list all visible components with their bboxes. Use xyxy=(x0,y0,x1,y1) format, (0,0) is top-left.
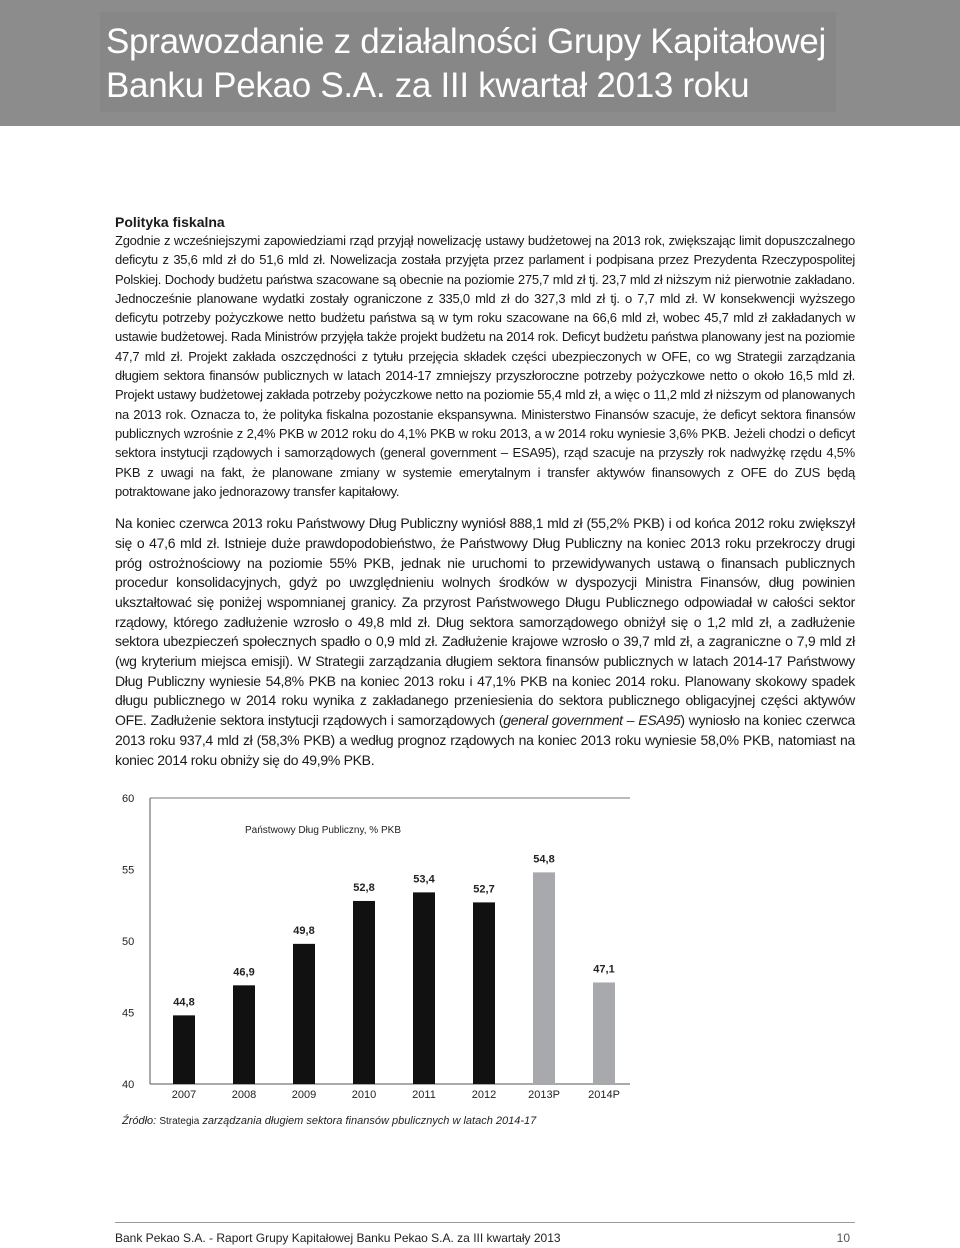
section-heading: Polityka fiskalna xyxy=(115,214,225,230)
y-tick-label-40: 40 xyxy=(122,1079,135,1091)
paragraph-public-debt-italic: general government – ESA95 xyxy=(503,712,681,729)
y-tick-label-55: 55 xyxy=(122,864,135,877)
chart-source-plain: Strategia xyxy=(159,1116,200,1127)
value-label-2013P: 54,8 xyxy=(533,853,555,866)
x-tick-label-2009: 2009 xyxy=(291,1089,317,1101)
paragraph-fiscal-policy: Zgodnie z wcześniejszymi zapowiedziami rząd przyjął nowelizację ustawy budżetowej na 2013 rok, zwiększając limit dopuszczalnego deficytu z 35,6 mld zł do 51,6 mld zł. Nowelizacja została przyjęta przez parlament i podpisana przez Prezydenta Rzeczypospolitej Polskiej. Dochody budżetu państwa szacowane są obecnie na poziomie 275,7 mld zł tj. 23,7 mld zł niższym niż pierwotnie zakładano. Jednocześnie planowane wydatki zostały ograniczone z 335,0 mld zł do 327,3 mld zł tj. o 7,7 mld zł. W konsekwencji wyższego deficytu potrzeby pożyczkowe netto budżetu państwa są w tym roku szacowane na 66,6 mld zł, wobec 45,7 mld zł zakładanych w ustawie budżetowej. Rada Ministrów przyjęła także projekt budżetu na 2014 rok. Deficyt budżetu państwa planowany jest na poziomie 47,7 mld zł. Projekt zakłada oszczędności z tytułu przejęcia składek części ubezpieczonych w OFE, co wg Strategii zarządzania długiem sektora finansów publicznych w latach 2014-17 zmniejszy przyszłoroczne potrzeby pożyczkowe netto o około 16,5 mld zł. Projekt ustawy budżetowej zakłada potrzeby pożyczkowe netto na poziomie 55,4 mld zł, a więc o 11,2 mld zł niższym od planowanych na 2013 rok. Oznacza to, że polityka fiskalna pozostanie ekspansywna. Ministerstwo Finansów szacuje, że deficyt sektora finansów publicznych wzrośnie z 2,4% PKB w 2012 roku do 4,1% PKB w roku 2013, a w 2014 roku wyniesie 3,6% PKB. Jeżeli chodzi o deficyt sektora instytucji rządowych i samorządowych (general government – ESA95), rząd szacuje na przyszły rok nadwyżkę rzędu 4,5% PKB z uwagi na fakt, że planowane zmiany w systemie emerytalnym i transfer aktywów finansowych z OFE do ZUS będą potraktowane jako jednorazowy transfer kapitałowy. xyxy=(115,233,855,499)
y-tick-label-45: 45 xyxy=(122,1007,135,1020)
x-tick-label-2007: 2007 xyxy=(171,1089,197,1101)
paragraph-public-debt xyxy=(115,514,855,770)
title-line-1: Sprawozdanie z działalności Grupy Kapitałowej xyxy=(106,22,826,61)
value-label-2008: 46,9 xyxy=(233,966,255,979)
y-tick-label-50: 50 xyxy=(122,936,135,948)
x-tick-label-2008: 2008 xyxy=(231,1089,257,1101)
x-tick-label-2011: 2011 xyxy=(412,1089,436,1101)
chart-title: Państwowy Dług Publiczny, % PKB xyxy=(245,825,401,836)
y-tick-label-60: 60 xyxy=(122,793,135,805)
bar-2013P xyxy=(533,872,555,1084)
paragraph-public-debt-part2: ) wyniosło na koniec czerwca 2013 roku 937,4 mld zł (58,3% PKB) a według prognoz rządowych na koniec 2013 roku wyniesie 58,0% PKB, natomiast na koniec 2014 roku obniży się do 49,9% PKB. xyxy=(115,712,855,768)
bar-2008 xyxy=(233,985,255,1084)
footer-divider xyxy=(115,1222,855,1223)
chart-svg xyxy=(110,788,650,1118)
chart-source-rest: zarządzania długiem sektora finansów pbulicznych w latach 2014-17 xyxy=(202,1115,537,1127)
page-number: 10 xyxy=(836,1231,850,1245)
x-tick-label-2013P: 2013P xyxy=(528,1089,560,1101)
bar-2010 xyxy=(353,901,375,1084)
bar-2011 xyxy=(413,892,435,1084)
footer-text: Bank Pekao S.A. - Raport Grupy Kapitałowej Banku Pekao S.A. za III kwartały 2013 xyxy=(115,1231,561,1245)
value-label-2007: 44,8 xyxy=(173,996,195,1009)
x-tick-label-2010: 2010 xyxy=(351,1089,377,1101)
bar-2014P xyxy=(593,982,615,1084)
x-tick-label-2012: 2012 xyxy=(471,1089,497,1101)
bar-2009 xyxy=(293,944,315,1084)
chart-source xyxy=(122,1115,536,1127)
public-debt-chart xyxy=(110,788,650,1118)
chart-source-label: Źródło: xyxy=(122,1115,157,1127)
value-label-2011: 53,4 xyxy=(413,873,435,886)
paragraph-public-debt-part1: Na koniec czerwca 2013 roku Państwowy Dług Publiczny wyniósł 888,1 mld zł (55,2% PKB) i od końca 2012 roku zwiększył się o 47,6 mld zł. Istnieje duże prawdopodobieństwo, że Państwowy Dług Publiczny na koniec 2013 roku przekroczy drugi próg ostrożnościowy na poziomie 55% PKB, jednak nie uruchomi to przewidywanych ustawą o finansach publicznych procedur konsolidacyjnych, gdyż po uwzględnieniu wolnych środków w dyspozycji Ministra Finansów, dług powinien ukształtować się poniżej wspomnianej granicy. Za przyrost Państwowego Długu Publicznego odpowiadał w całości sektor rządowy, którego zadłużenie wzrosło o 49,8 mld zł. Dług sektora samorządowego obniżył się o 1,2 mld zł, a zadłużenie sektora ubezpieczeń społecznych spadło o 0,9 mld zł. Zadłużenie krajowe wzrosło o 39,7 mld zł, a zagraniczne o 7,9 mld zł (wg kryterium miejsca emisji). W Strategii zarządzania długiem sektora finansów publicznych w latach 2014-17 Państwowy Dług Publiczny wyniesie 54,8% PKB na koniec 2013 roku i 47,1% PKB na koniec 2014 roku. Planowany skokowy spadek długu publicznego w 2014 roku wynika z zakładanego przeniesienia do sektora publicznego obligacyjnej części aktywów OFE. Zadłużenie sektora instytucji rządowych i samorządowych ( xyxy=(115,515,855,729)
value-label-2012: 52,7 xyxy=(473,883,495,896)
bar-2007 xyxy=(173,1015,195,1084)
value-label-2010: 52,8 xyxy=(353,881,375,894)
x-tick-label-2014P: 2014P xyxy=(588,1089,620,1101)
value-label-2014P: 47,1 xyxy=(593,963,615,976)
document-title xyxy=(100,12,836,112)
bar-2012 xyxy=(473,902,495,1084)
main-content xyxy=(115,213,855,770)
value-label-2009: 49,8 xyxy=(293,924,315,937)
title-line-2: Banku Pekao S.A. za III kwartał 2013 roku xyxy=(106,66,750,105)
